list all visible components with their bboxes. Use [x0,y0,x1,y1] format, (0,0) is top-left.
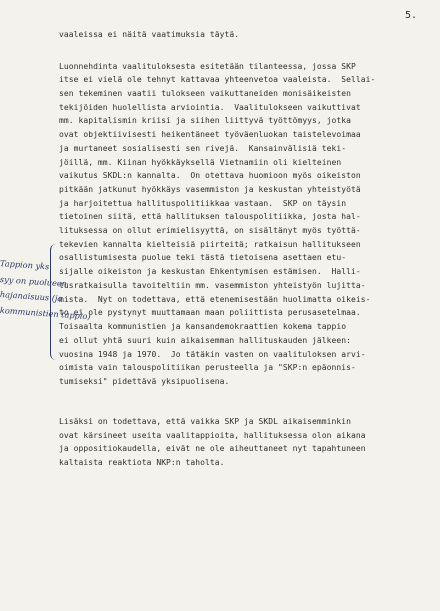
text-line: oimista vain talouspolitiikan perusteella ja "SKP:n epäonnis- [59,363,356,372]
handwritten-line: Tappion yks [0,258,50,272]
text-line: sen tekeminen vaatii tulokseen vaikuttaneiden monisäikeisten [59,89,351,98]
text-line: ovat kärsineet useita vaalitappioita, hallituksessa olon aikana [59,431,366,440]
text-line: Luonnehdinta vaalituloksesta esitetään tilanteessa, jossa SKP [59,62,356,71]
text-line: Lisäksi on todettava, että vaikka SKP ja SKDL aikaisemminkin [59,417,351,426]
text-line: tietoinen siitä, että hallituksen talouspolitiikka, josta hal- [59,212,361,221]
handwritten-line: kommunistien tappio) [0,305,91,322]
page-number: 5. [405,10,418,21]
text-line: tusratkaisulla tavoiteltiin mm. vasemmiston yhteistyön lujitta- [59,281,366,290]
text-line: tekevien kannalta kielteisiä piirteitä; ratkaisun hallitukseen [59,240,361,249]
text-line: jöillä, mm. Kiinan hyökkäyksellä Vietnamiin oli kielteinen [59,158,342,167]
text-line: osallistumisesta puolue teki tästä tietoisena asettaen etu- [59,253,347,262]
text-line: sijalle oikeiston ja keskustan Ehkentymisen estämisen. Halli- [59,267,361,276]
handwritten-line: hajanaisuus (ja [0,289,63,304]
text-line: vaikutus SKDL:n kannalta. On otettava huomioon myös oikeiston [59,171,361,180]
handwritten-line: syy on puolueen [0,274,68,289]
text-line: ja oppositiokaudella, eivät ne ole aiheuttaneet nyt tapahtuneen [59,444,366,453]
text-line: mista. Nyt on todettava, että etenemisestään huolimatta oikeis- [59,295,371,304]
text-line: to ei ole pystynyt muuttamaan maan poliittista perusasetelmaa. [59,308,361,317]
text-line: vaaleissa ei näitä vaatimuksia täytä. [59,30,240,39]
text-line: vuosina 1948 ja 1970. Jo tätäkin vasten on vaalituloksen arvi- [59,350,366,359]
text-line: ovat objektiivisesti heikentäneet työväenluokan taistelevoimaa [59,130,361,139]
text-line: kaltaista reaktiota NKP:n taholta. [59,458,225,467]
text-line: ja murtaneet sosialisesti sen rivejä. Kansainvälisiä teki- [59,144,347,153]
text-line: lituksessa on ollut erimielisyyttä, on sisältänyt myös työttä- [59,226,361,235]
text-line: mm. kapitalismin kriisi ja siihen liittyvä työttömyys, jotka [59,116,351,125]
text-line: tumiseksi" pidettävä yksipuolisena. [59,377,230,386]
text-line: ei ollut yhtä suuri kuin aikaisemman hallituskauden jälkeen: [59,336,351,345]
text-line: Toisaalta kommunistien ja kansandemokraattien kokema tappio [59,322,347,331]
text-line: itse ei vielä ole tehnyt kattavaa yhteenvetoa vaaleista. Sellai- [59,75,376,84]
text-line: pitkään jatkunut hyökkäys vasemmiston ja keskustan yhteistyötä [59,185,361,194]
text-line: ja harjoitettua hallituspolitiikkaa vastaan. SKP on täysin [59,199,347,208]
text-line: tekijöiden huolellista arviointia. Vaalitulokseen vaikuttivat [59,103,361,112]
